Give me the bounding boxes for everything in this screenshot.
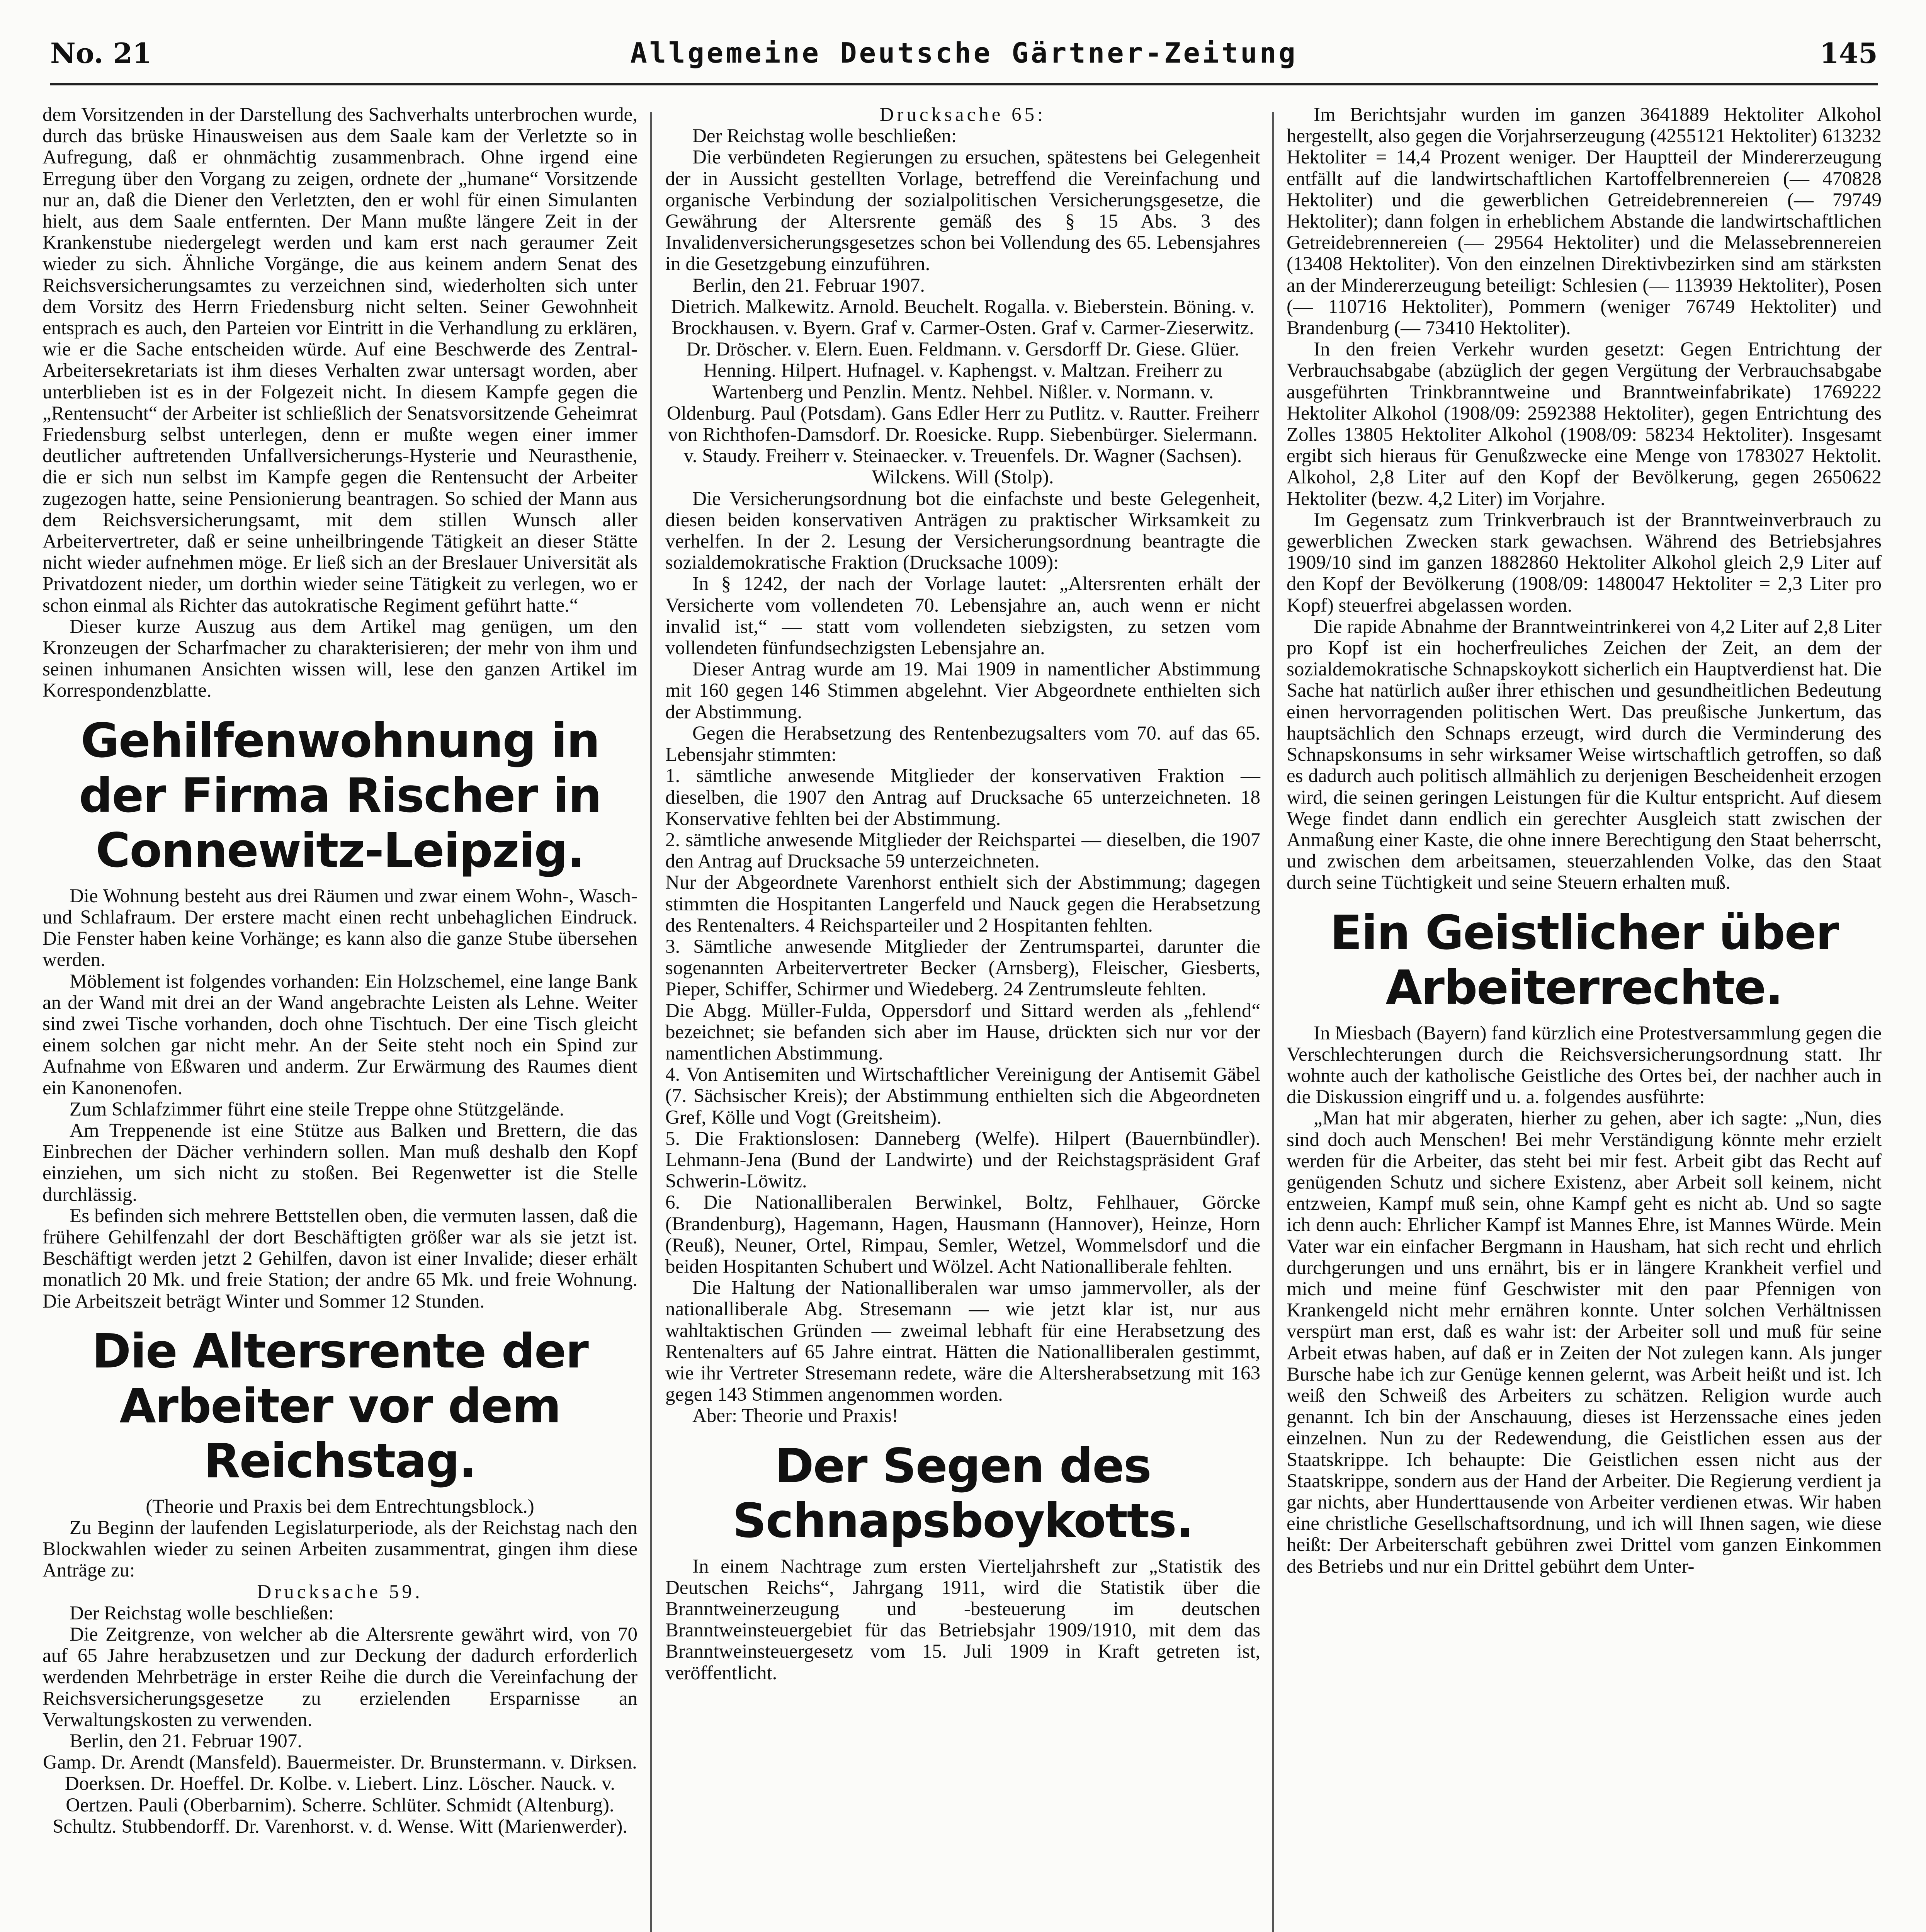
paragraph: dem Vorsitzenden in der Darstellung des Sachverhalts unterbrochen wurde, durch das brüske Hinausweisen aus dem Saale kam der Verletzte so in Aufregung, daß er ohnmächtig zusammenbrach. Ohne irgend eine Erregung über den Vorgang zu zeigen, ordnete der „humane“ Vorsitzende nur an, daß die Diener den Verletzten, den er wohl für einen Simulanten hielt, aus dem Saale entfernten. Der Mann mußte längere Zeit in der Krankenstube niedergelegt werden und kam erst nach geraumer Zeit wieder zu sich. Ähnliche Vorgänge, die aus keinem andern Senat des Reichsversicherungsamtes zu verzeichnen sind, wiederholten sich unter dem Vorsitz des Herrn Friedensburg nicht selten. Seiner Gewohnheit entsprach es auch, den Parteien vor Eintritt in die Verhandlung zu erklären, wie er die Sache entscheiden würde. Auf eine Beschwerde des Zentral-Arbeitersekretariats ist ihm dieses Verhalten zwar untersagt worden, aber unterblieben ist es in der Folgezeit nicht. In diesem Kampfe gegen die „Rentensucht“ der Arbeiter ist schließlich der Senatsvorsitzende Geheimrat Friedensburg selbst unterlegen, denn er mußte wegen einer immer deutlicher auftretenden Unfallversicherungs-Hysterie und Neurasthenie, die er sich nun selbst im Kampfe gegen die Rentensucht der Arbeiter zugezogen hatte, seine Pensionierung beantragen. So schied der Mann aus dem Reichsversicherungsamt, mit dem stillen Wunsch aller Arbeitervertreter, daß er seine unheilbringende Tätigkeit an dieser Stätte nicht wieder aufnehmen möge. Er ließ sich an der Breslauer Universität als Privatdozent nieder, um dorthin wieder seine Tätigkeit zu verlegen, wo er schon einmal als Richter das autokratische Regiment geführt hatte.“ (42, 104, 637, 616)
article-subtitle: (Theorie und Praxis bei dem Entrechtungsblock.) (146, 1495, 534, 1517)
list-item: 6. Die Nationalliberalen Berwinkel, Boltz, Fehlhauer, Görcke (Brandenburg), Hagemann, Hagen, Hausmann (Hannover), Heinze, Horn (Reuß), Neuner, Ortel, Rimpau, Semler, Wetzel, Wommelsdorf und die beiden Hospitanten Schubert und Wölzel. Acht Nationalliberale fehlten. (665, 1192, 1260, 1277)
list-item: 2. sämtliche anwesende Mitglieder der Reichspartei — dieselben, die 1907 den Antrag auf Drucksache 59 unterzeichneten. (665, 829, 1260, 872)
column-2 (665, 104, 1260, 1684)
paragraph: Der Reichstag wolle beschließen: (70, 1602, 334, 1624)
newspaper-title: Allgemeine Deutsche Gärtner-Zeitung (630, 37, 1298, 69)
column-divider (650, 112, 652, 1932)
list-item: Nur der Abgeordnete Varenhorst enthielt sich der Abstimmung; dagegen stimmten die Hospitanten Langerfeld und Nauck gegen die Herabsetzung des Rentenalters. 4 Reichsparteiler und 2 Hospitanten fehlten. (665, 872, 1260, 936)
document-label: Drucksache 59. (257, 1581, 423, 1603)
paragraph: In einem Nachtrage zum ersten Vierteljahrsheft zur „Statistik des Deutschen Reichs“, Jahrgang 1911, wird die Statistik über die Branntweinerzeugung und -besteuerung im deutschen Branntweinsteuergebiet für das Betriebsjahr 1909/1910, mit dem das Branntweinsteuergesetz vom 15. Juli 1909 in Kraft getreten ist, veröffentlicht. (665, 1555, 1260, 1684)
list-item: 4. Von Antisemiten und Wirtschaftlicher Vereinigung der Antisemit Gäbel (7. Sächsischer Kreis); der Abstimmung enthielten sich die Abgeordneten Gref, Kölle und Vogt (Greitsheim). (665, 1064, 1260, 1128)
paragraph: Im Gegensatz zum Trinkverbrauch ist der Branntweinverbrauch zu gewerblichen Zwecken stark gewachsen. Während des Betriebsjahres 1909/10 sind im ganzen 1882860 Hektoliter Alkohol gleich 2,9 Liter auf den Kopf der Bevölkerung (1908/09: 1480047 Hektoliter = 2,3 Liter pro Kopf) steuerfrei abgelassen worden. (1287, 509, 1882, 616)
paragraph: Es befinden sich mehrere Bettstellen oben, die vermuten lassen, daß die frühere Gehilfenzahl der dort Beschäftigten größer war als sie jetzt ist. Beschäftigt werden jetzt 2 Gehilfen, davon ist einer Invalide; dieser erhält monatlich 20 Mk. und freie Station; der andre 65 Mk. und freie Wohnung. Die Arbeitszeit beträgt Winter und Sommer 12 Stunden. (42, 1205, 637, 1312)
paragraph: Die rapide Abnahme der Branntweintrinkerei von 4,2 Liter auf 2,8 Liter pro Kopf ist ein hocherfreuliches Zeichen der Zeit, an dem der sozialdemokratische Schnapskoykott sicherlich ein Hauptverdienst hat. Die Sache hat natürlich außer ihrer ethischen und gesundheitlichen Bedeutung einen hervorragenden politischen Wert. Das preußische Junkertum, das hauptsächlich den Schnaps erzeugt, wird durch die Verminderung des Schnapskonsums in sehr wirksamer Weise wirtschaftlich getroffen, so daß es dadurch auch politisch allmählich zu derjenigen Bescheidenheit erzogen wird, die seinen geringen Leistungen für die Kultur entspricht. Auf diesem Wege findet dann endlich ein gerechter Ausgleich statt zwischen der Anmaßung einer Kaste, die ohne innere Berechtigung den Staat beherrscht, und zwischen dem arbeitsamen, steuerzahlenden Volke, das den Staat durch seine Tüchtigkeit und seine Steuern erhalten muß. (1287, 616, 1882, 894)
paragraph: Die Zeitgrenze, von welcher ab die Altersrente gewährt wird, von 70 auf 65 Jahre herabzusetzen und zur Deckung der dadurch erforderlich werdenden Mehrbeträge in erster Reihe die durch die Vereinfachung der Reichsversicherungsgesetze zu erzielenden Ersparnisse an Verwaltungskosten zu verwenden. (42, 1623, 637, 1731)
paragraph: Dieser Antrag wurde am 19. Mai 1909 in namentlicher Abstimmung mit 160 gegen 146 Stimmen abgelehnt. Vier Abgeordnete enthielten sich der Abstimmung. (665, 658, 1260, 723)
signatories: Dietrich. Malkewitz. Arnold. Beuchelt. Rogalla. v. Bieberstein. Böning. v. Brockhausen. v. Byern. Graf v. Carmer-Osten. Graf v. Carmer-Zieserwitz. Dr. Dröscher. v. Elern. Euen. Feldmann. v. Gersdorff Dr. Giese. Glüer. Henning. Hilpert. Hufnagel. v. Kaphengst. v. Maltzan. Freiherr zu Wartenberg und Penzlin. Mentz. Nehbel. Nißler. v. Normann. v. Oldenburg. Paul (Potsdam). Gans Edler Herr zu Putlitz. v. Rautter. Freiherr von Richthofen-Damsdorf. Dr. Roesicke. Rupp. Siebenbürger. Sielermann. v. Staudy. Freiherr v. Steinaecker. v. Treuenfels. Dr. Wagner (Sachsen). Wilckens. Will (Stolp). (666, 296, 1259, 488)
dateline: Berlin, den 21. Februar 1907. (692, 274, 925, 296)
page-header (50, 37, 1878, 79)
column-3 (1287, 104, 1882, 1577)
vote-list (665, 765, 1260, 1277)
column-1 (42, 104, 637, 1837)
signatories: Gamp. Dr. Arendt (Mansfeld). Bauermeister. Dr. Brunstermann. v. Dirksen. Doerksen. Dr. Hoeffel. Dr. Kolbe. v. Liebert. Linz. Löscher. Nauck. v. Oertzen. Pauli (Oberbarnim). Scherre. Schlüter. Schmidt (Altenburg). Schultz. Stubbendorff. Dr. Varenhorst. v. d. Wense. Witt (Marienwerder). (43, 1752, 637, 1837)
paragraph: Möblement ist folgendes vorhanden: Ein Holzschemel, eine lange Bank an der Wand mit drei an der Wand angebrachte Leisten als Lehne. Weiter sind zwei Tische vorhanden, doch ohne Tischtuch. Der eine Tisch gleicht einem solchen gar nicht mehr. An der Seite steht noch ein Spind zur Aufnahme von Eßwaren und anderm. Zur Erwärmung des Raumes dient ein Kanonenofen. (42, 970, 637, 1099)
list-item: 3. Sämtliche anwesende Mitglieder der Zentrumspartei, darunter die sogenannten Arbeitervertreter Becker (Arnsberg), Fleischer, Giesberts, Pieper, Schiffer, Schirmer und Wiedeberg. 24 Zentrumsleute fehlten. (665, 935, 1260, 1000)
list-item: 5. Die Fraktionslosen: Danneberg (Welfe). Hilpert (Bauernbündler). Lehmann-Jena (Bund der Landwirte) und der Reichstagspräsident Graf Schwerin-Löwitz. (665, 1128, 1260, 1192)
paragraph: Zum Schlafzimmer führt eine steile Treppe ohne Stützgelände. (70, 1098, 564, 1120)
article-headline: Der Segen des Schnapsboykotts. (732, 1438, 1193, 1548)
paragraph: In § 1242, der nach der Vorlage lautet: „Altersrenten erhält der Versicherte vom vollendeten 70. Lebensjahre an, auch wenn er nicht invalid ist,“ — statt vom vollendeten siebzigsten, zu setzen vom vollendeten fünfundsechzigsten Lebensjahre an. (665, 573, 1260, 659)
paragraph: Dieser kurze Auszug aus dem Artikel mag genügen, um den Kronzeugen der Scharfmacher zu charakterisieren; der mehr von ihm und seinen inhumanen Ansichten wissen will, lese den ganzen Artikel im Korrespondenzblatte. (42, 616, 637, 702)
paragraph: Die Haltung der Nationalliberalen war umso jammervoller, als der nationalliberale Abg. Stresemann — wie jetzt klar ist, nur aus wahltaktischen Gründen — zweimal lebhaft für eine Herabsetzung des Rentenalters auf 65 Jahre eintrat. Hätten die Nationalliberalen gestimmt, wie ihr Vertreter Stresemann redete, wäre die Altersherabsetzung mit 163 gegen 143 Stimmen angenommen worden. (665, 1277, 1260, 1406)
paragraph: In Miesbach (Bayern) fand kürzlich eine Protestversammlung gegen die Verschlechterungen durch die Reichsversicherungsordnung statt. Ihr wohnte auch der katholische Geistliche des Ortes bei, der nachher auch in die Diskussion eingriff und u. a. folgendes ausführte: (1287, 1022, 1882, 1108)
paragraph: Im Berichtsjahr wurden im ganzen 3641889 Hektoliter Alkohol hergestellt, also gegen die Vorjahrserzeugung (4255121 Hektoliter) 613232 Hektoliter = 14,4 Prozent weniger. Der Hauptteil der Mindererzeugung entfällt auf die landwirtschaftlichen Kartoffelbrennereien (— 470828 Hektoliter) und die gewerblichen Getreidebrennereien (— 79749 Hektoliter); dann folgen in erheblichem Abstande die landwirtschaftlichen Getreidebrennereien (— 29564 Hektoliter) und die Melassebrennereien (13408 Hektoliter). Von den einzelnen Direktivbezirken sind am stärksten an der Mindererzeugung beteiligt: Schlesien (— 113939 Hektoliter), Posen (— 110716 Hektoliter), Pommern (weniger 76749 Hektoliter) und Brandenburg (— 73410 Hektoliter). (1287, 104, 1882, 339)
paragraph: Der Reichstag wolle beschließen: (692, 125, 957, 147)
paragraph: Die Versicherungsordnung bot die einfachste und beste Gelegenheit, diesen beiden konservativen Anträgen zu praktischer Wirksamkeit zu verhelfen. In der 2. Lesung der Versicherungsordnung beantragte die sozialdemokratische Fraktion (Drucksache 1009): (665, 488, 1260, 574)
document-label: Drucksache 65: (879, 104, 1046, 126)
article-headline: Ein Geistlicher über Arbeiterrechte. (1330, 905, 1838, 1015)
paragraph: Die Wohnung besteht aus drei Räumen und zwar einem Wohn-, Wasch- und Schlafraum. Der erstere macht einen recht unbehaglichen Eindruck. Die Fenster haben keine Vorhänge; es kann also die ganze Stube übersehen werden. (42, 885, 637, 971)
article-headline: Die Altersrente der Arbeiter vor dem Reichstag. (92, 1323, 588, 1488)
paragraph: „Man hat mir abgeraten, hierher zu gehen, aber ich sagte: „Nun, dies sind doch auch Menschen! Bei mehr Verständigung könnte mehr erzielt werden für die Arbeiter, das steht bei mir fest. Arbeit gibt das Recht auf genügenden Schutz und sichere Existenz, aber Arbeit soll keinem, nicht entzweien, Kampf muß sein, ohne Kampf geht es nicht ab. Und so sagte ich denn auch: Ehrlicher Kampf ist Mannes Ehre, ist Mannes Würde. Mein Vater war ein einfacher Bergmann in Hausham, hat sich recht und ehrlich durchgerungen und uns ernährt, bis er in längere Krankheit verfiel und mich und meine fünf Geschwister mit den paar Pfennigen von Krankengeld nicht mehr ernähren konnte. Unter solchen Verhältnissen verspürt man erst, daß es wahr ist: der Arbeiter soll und muß für seine Arbeit etwas haben, auf daß er in Zeiten der Not zulegen kann. Als junger Bursche habe ich zur Genüge kennen gelernt, was Arbeit heißt und ist. Ich weiß den Schweiß des Arbeiters zu schätzen. Religion wurde auch genannt. Ich bin der Anschauung, dieses ist Herzenssache eines jeden einzelnen. Nun zu der Redewendung, die Geistlichen essen aus der Staatskrippe. Ich behaupte: Die Geistlichen essen nicht aus der Staatskrippe, sondern aus der Hand der Arbeiter. Die Regierung verdient ja gar nichts, aber Hunderttausende von Arbeiter verdienen etwas. Wir haben eine christliche Gesellschaftsordnung, und ich will Ihnen sagen, wie diese heißt: Der Arbeiterschaft gebühren zwei Drittel vom ganzen Einkommen des Betriebs und nur ein Drittel gebührt dem Unter- (1287, 1107, 1882, 1577)
header-rule (50, 83, 1878, 85)
paragraph: In den freien Verkehr wurden gesetzt: Gegen Entrichtung der Verbrauchsabgabe (abzüglich der gegen Vergütung der Verbrauchsabgabe ausgeführten Trinkbranntweine und Branntweinfabrikate) 1769222 Hektoliter Alkohol (1908/09: 2592388 Hektoliter), gegen Entrichtung des Zolles 13805 Hektoliter Alkohol (1908/09: 58234 Hektoliter). Insgesamt ergibt sich hieraus für Genußzwecke eine Menge von 1783027 Hektolit. Alkohol, 2,8 Liter auf den Kopf der Bevölkerung, gegen 2650622 Hektoliter (bezw. 4,2 Liter) im Vorjahre. (1287, 338, 1882, 510)
paragraph: Gegen die Herabsetzung des Rentenbezugsalters vom 70. auf das 65. Lebensjahr stimmten: (665, 722, 1260, 766)
list-item: Die Abgg. Müller-Fulda, Oppersdorf und Sittard werden als „fehlend“ bezeichnet; sie befanden sich aber im Hause, drückten sich nur vor der namentlichen Abstimmung. (665, 1000, 1260, 1064)
paragraph: Die verbündeten Regierungen zu ersuchen, spätestens bei Gelegenheit der in Aussicht gestellten Vorlage, betreffend die Vereinfachung und organische Verbindung der sozialpolitischen Versicherungsgesetze, die Gewährung der Altersrente gemäß des § 15 Abs. 3 des Invalidenversicherungsgesetzes schon bei Vollendung des 65. Lebensjahres in die Gesetzgebung einzuführen. (665, 146, 1260, 275)
paragraph: Aber: Theorie und Praxis! (692, 1405, 899, 1427)
paragraph: Am Treppenende ist eine Stütze aus Balken und Brettern, die das Einbrechen der Dächer verhindern sollen. Man muß deshalb den Kopf einziehen, um sich nicht zu stoßen. Bei Regenwetter ist die Stelle durchlässig. (42, 1119, 637, 1206)
issue-number: No. 21 (50, 37, 152, 70)
dateline: Berlin, den 21. Februar 1907. (70, 1730, 302, 1752)
column-divider (1272, 112, 1274, 1932)
page-number: 145 (1819, 37, 1878, 70)
list-item: 1. sämtliche anwesende Mitglieder der konservativen Fraktion — dieselben, die 1907 den Antrag auf Drucksache 65 unterzeichneten. 18 Konservative fehlten bei der Abstimmung. (665, 765, 1260, 830)
article-headline: Gehilfenwohnung in der Firma Rischer in Connewitz-Leipzig. (79, 713, 601, 878)
paragraph: Zu Beginn der laufenden Legislaturperiode, als der Reichstag nach den Blockwahlen wieder zu seinen Arbeiten zusammentrat, gingen ihm diese Anträge zu: (42, 1517, 637, 1582)
